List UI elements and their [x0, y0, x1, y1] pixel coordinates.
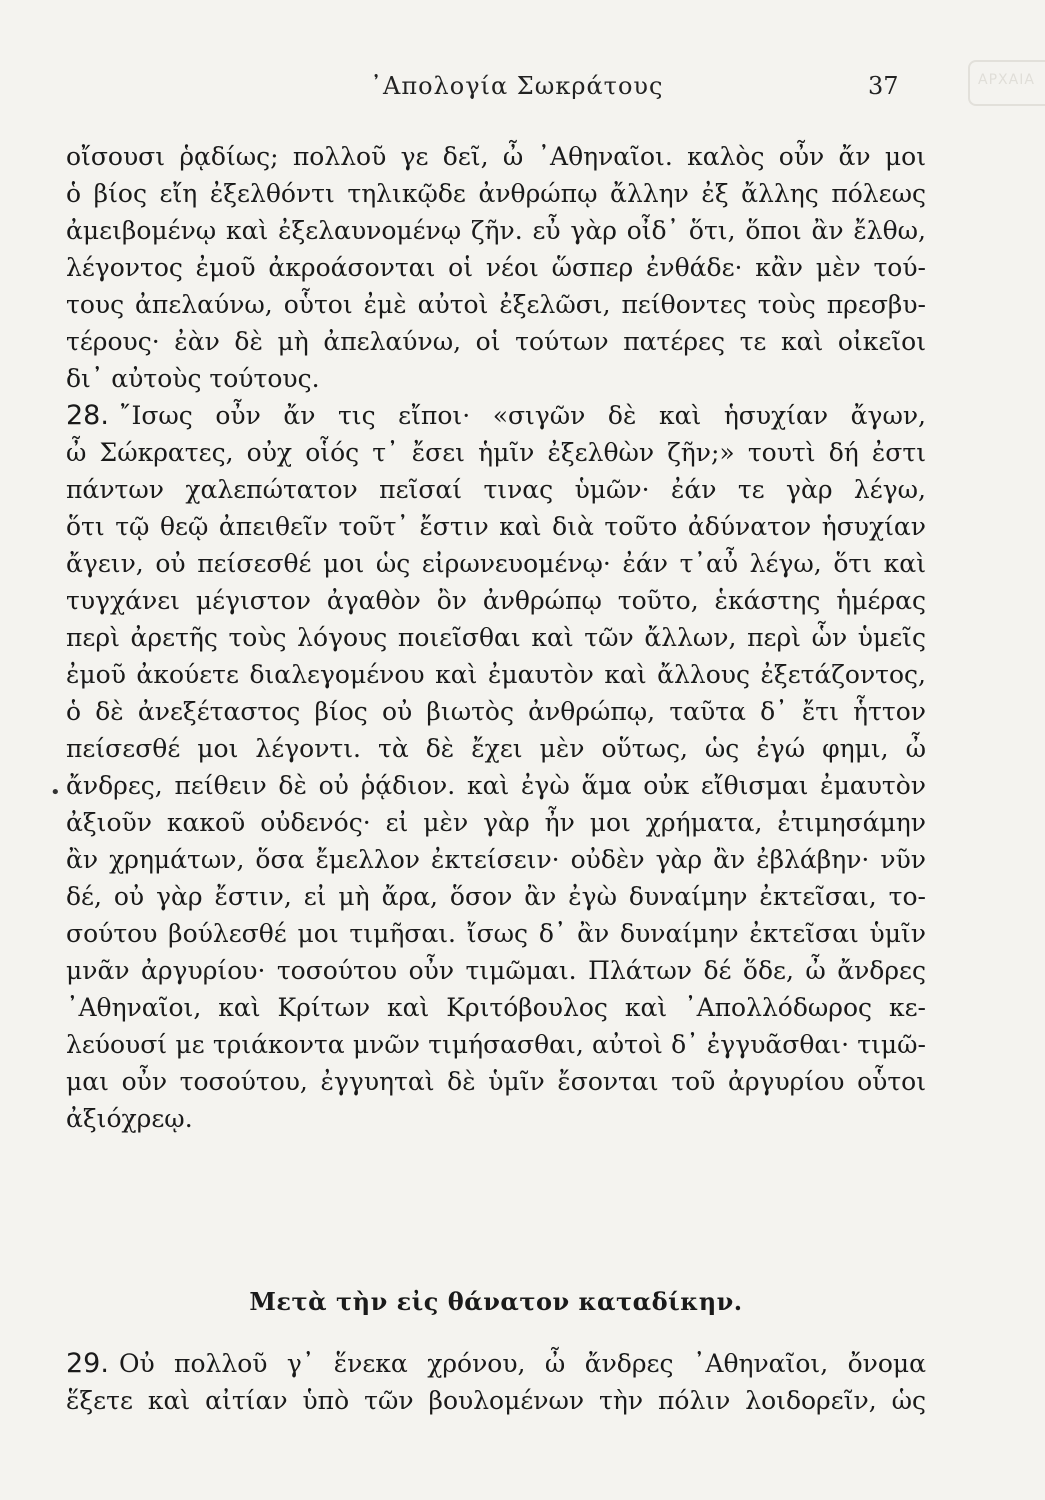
text-line: περὶ ἀρετῆς τοὺς λόγους ποιεῖσθαι καὶ τῶν ἄλλων, περὶ ὧν ὑμεῖς: [66, 623, 926, 652]
text-line: τυγχάνει μέγιστον ἀγαθὸν ὂν ἀνθρώπῳ τοῦτο, ἑκάστης ἡμέρας: [66, 586, 926, 615]
text-line: ἄνδρες, πείθειν δὲ οὐ ῥᾴδιον. καὶ ἐγὼ ἅμα οὐκ εἴθισμαι ἐμαυτὸν: [66, 771, 926, 800]
running-title: ᾿Απολογία Σωκράτους: [370, 72, 664, 100]
text-line: οἴσουσι ῥᾳδίως; πολλοῦ γε δεῖ, ὦ ᾿Αθηναῖοι. καλὸς οὖν ἄν μοι: [66, 142, 926, 171]
text-line: ὅτι τῷ θεῷ ἀπειθεῖν τοῦτ᾿ ἔστιν καὶ διὰ τοῦτο ἀδύνατον ἡσυχίαν: [66, 512, 926, 541]
text-line: ὁ δὲ ἀνεξέταστος βίος οὐ βιωτὸς ἀνθρώπῳ, ταῦτα δ᾿ ἔτι ἧττον: [66, 697, 926, 726]
text-line: μνᾶν ἀργυρίου· τοσούτου οὖν τιμῶμαι. Πλάτων δέ ὅδε, ὦ ἄνδρες: [66, 956, 926, 985]
text-line: δι᾿ αὐτοὺς τούτους.: [66, 364, 320, 393]
text-line: ἂν χρημάτων, ὅσα ἔμελλον ἐκτείσειν· οὐδὲν γὰρ ἂν ἐβλάβην· νῦν: [66, 845, 926, 874]
text-line: ἄγειν, οὐ πείσεσθέ μοι ὡς εἰρωνευομένῳ· ἐάν τ᾿αὖ λέγω, ὅτι καὶ: [66, 549, 926, 578]
text-line: πάντων χαλεπώτατον πεῖσαί τινας ὑμῶν· ἐάν τε γὰρ λέγω,: [66, 475, 926, 504]
page-number: 37: [868, 72, 899, 100]
text-line: ἀξιόχρεῳ.: [66, 1104, 193, 1133]
text-line: ἕξετε καὶ αἰτίαν ὑπὸ τῶν βουλομένων τὴν πόλιν λοιδορεῖν, ὡς: [66, 1386, 926, 1415]
text-line: ἀμειβομένῳ καὶ ἐξελαυνομένῳ ζῆν. εὖ γὰρ οἶδ᾿ ὅτι, ὅποι ἂν ἔλθω,: [66, 216, 926, 245]
text-line: Οὐ πολλοῦ γ᾿ ἕνεκα χρόνου, ὦ ἄνδρες ᾿Αθηναῖοι, ὄνομα: [118, 1349, 926, 1378]
text-line: ὦ Σώκρατες, οὐχ οἷός τ᾿ ἔσει ἡμῖν ἐξελθὼν ζῆν;» τουτὶ δή ἐστι: [66, 438, 926, 467]
text-line: τέρους· ἐὰν δὲ μὴ ἀπελαύνω, οἱ τούτων πατέρες τε καὶ οἰκεῖοι: [66, 327, 926, 356]
main-text: [66, 138, 926, 1137]
text-line: λέγοντος ἐμοῦ ἀκροάσονται οἱ νέοι ὥσπερ ἐνθάδε· κἂν μὲν τού-: [66, 253, 926, 282]
text-line: τους ἀπελαύνω, οὗτοι ἐμὲ αὐτοὶ ἐξελῶσι, πείθοντες τοὺς πρεσβυ-: [66, 290, 926, 319]
section-number: 28.: [66, 400, 109, 431]
text-line: ῎Ισως οὖν ἄν τις εἴποι· «σιγῶν δὲ καὶ ἡσυχίαν ἄγων,: [118, 401, 926, 430]
text-line: ᾿Αθηναῖοι, καὶ Κρίτων καὶ Κριτόβουλος καὶ ᾿Απολλόδωρος κε-: [66, 993, 926, 1022]
text-line: σούτου βούλεσθέ μοι τιμῆσαι. ἴσως δ᾿ ἂν δυναίμην ἐκτεῖσαι ὑμῖν: [66, 919, 926, 948]
section-28-first-line: [66, 397, 926, 434]
text-line: δέ, οὐ γὰρ ἔστιν, εἰ μὴ ἄρα, ὅσον ἂν ἐγὼ δυναίμην ἐκτεῖσαι, το-: [66, 882, 926, 911]
library-stamp: [968, 60, 1045, 106]
text-line: ἐμοῦ ἀκούετε διαλεγομένου καὶ ἐμαυτὸν καὶ ἄλλους ἐξετάζοντος,: [66, 660, 926, 689]
text-line: ἀξιοῦν κακοῦ οὐδενός· εἰ μὲν γὰρ ἦν μοι χρήματα, ἐτιμησάμην: [66, 808, 926, 837]
main-text-continued: [66, 1345, 926, 1419]
text-line: μαι οὖν τοσούτου, ἐγγυηταὶ δὲ ὑμῖν ἔσονται τοῦ ἀργυρίου οὗτοι: [66, 1067, 926, 1096]
section-heading: Μετὰ τὴν εἰς θάνατον καταδίκην.: [249, 1287, 743, 1316]
section-number: 29.: [66, 1348, 109, 1379]
text-line: πείσεσθέ μοι λέγοντι. τὰ δὲ ἔχει μὲν οὕτως, ὡς ἐγώ φημι, ὦ: [66, 734, 926, 763]
library-stamp-text: ΑΡΧΑΙΑ: [978, 72, 1035, 88]
text-line: ὁ βίος εἴη ἐξελθόντι τηλικῷδε ἀνθρώπῳ ἄλλην ἐξ ἄλλης πόλεως: [66, 179, 926, 208]
text-line: λεύουσί με τριάκοντα μνῶν τιμήσασθαι, αὐτοὶ δ᾿ ἐγγυᾶσθαι· τιμῶ-: [66, 1030, 926, 1059]
margin-mark: •: [50, 782, 61, 803]
section-29-first-line: [66, 1345, 926, 1382]
